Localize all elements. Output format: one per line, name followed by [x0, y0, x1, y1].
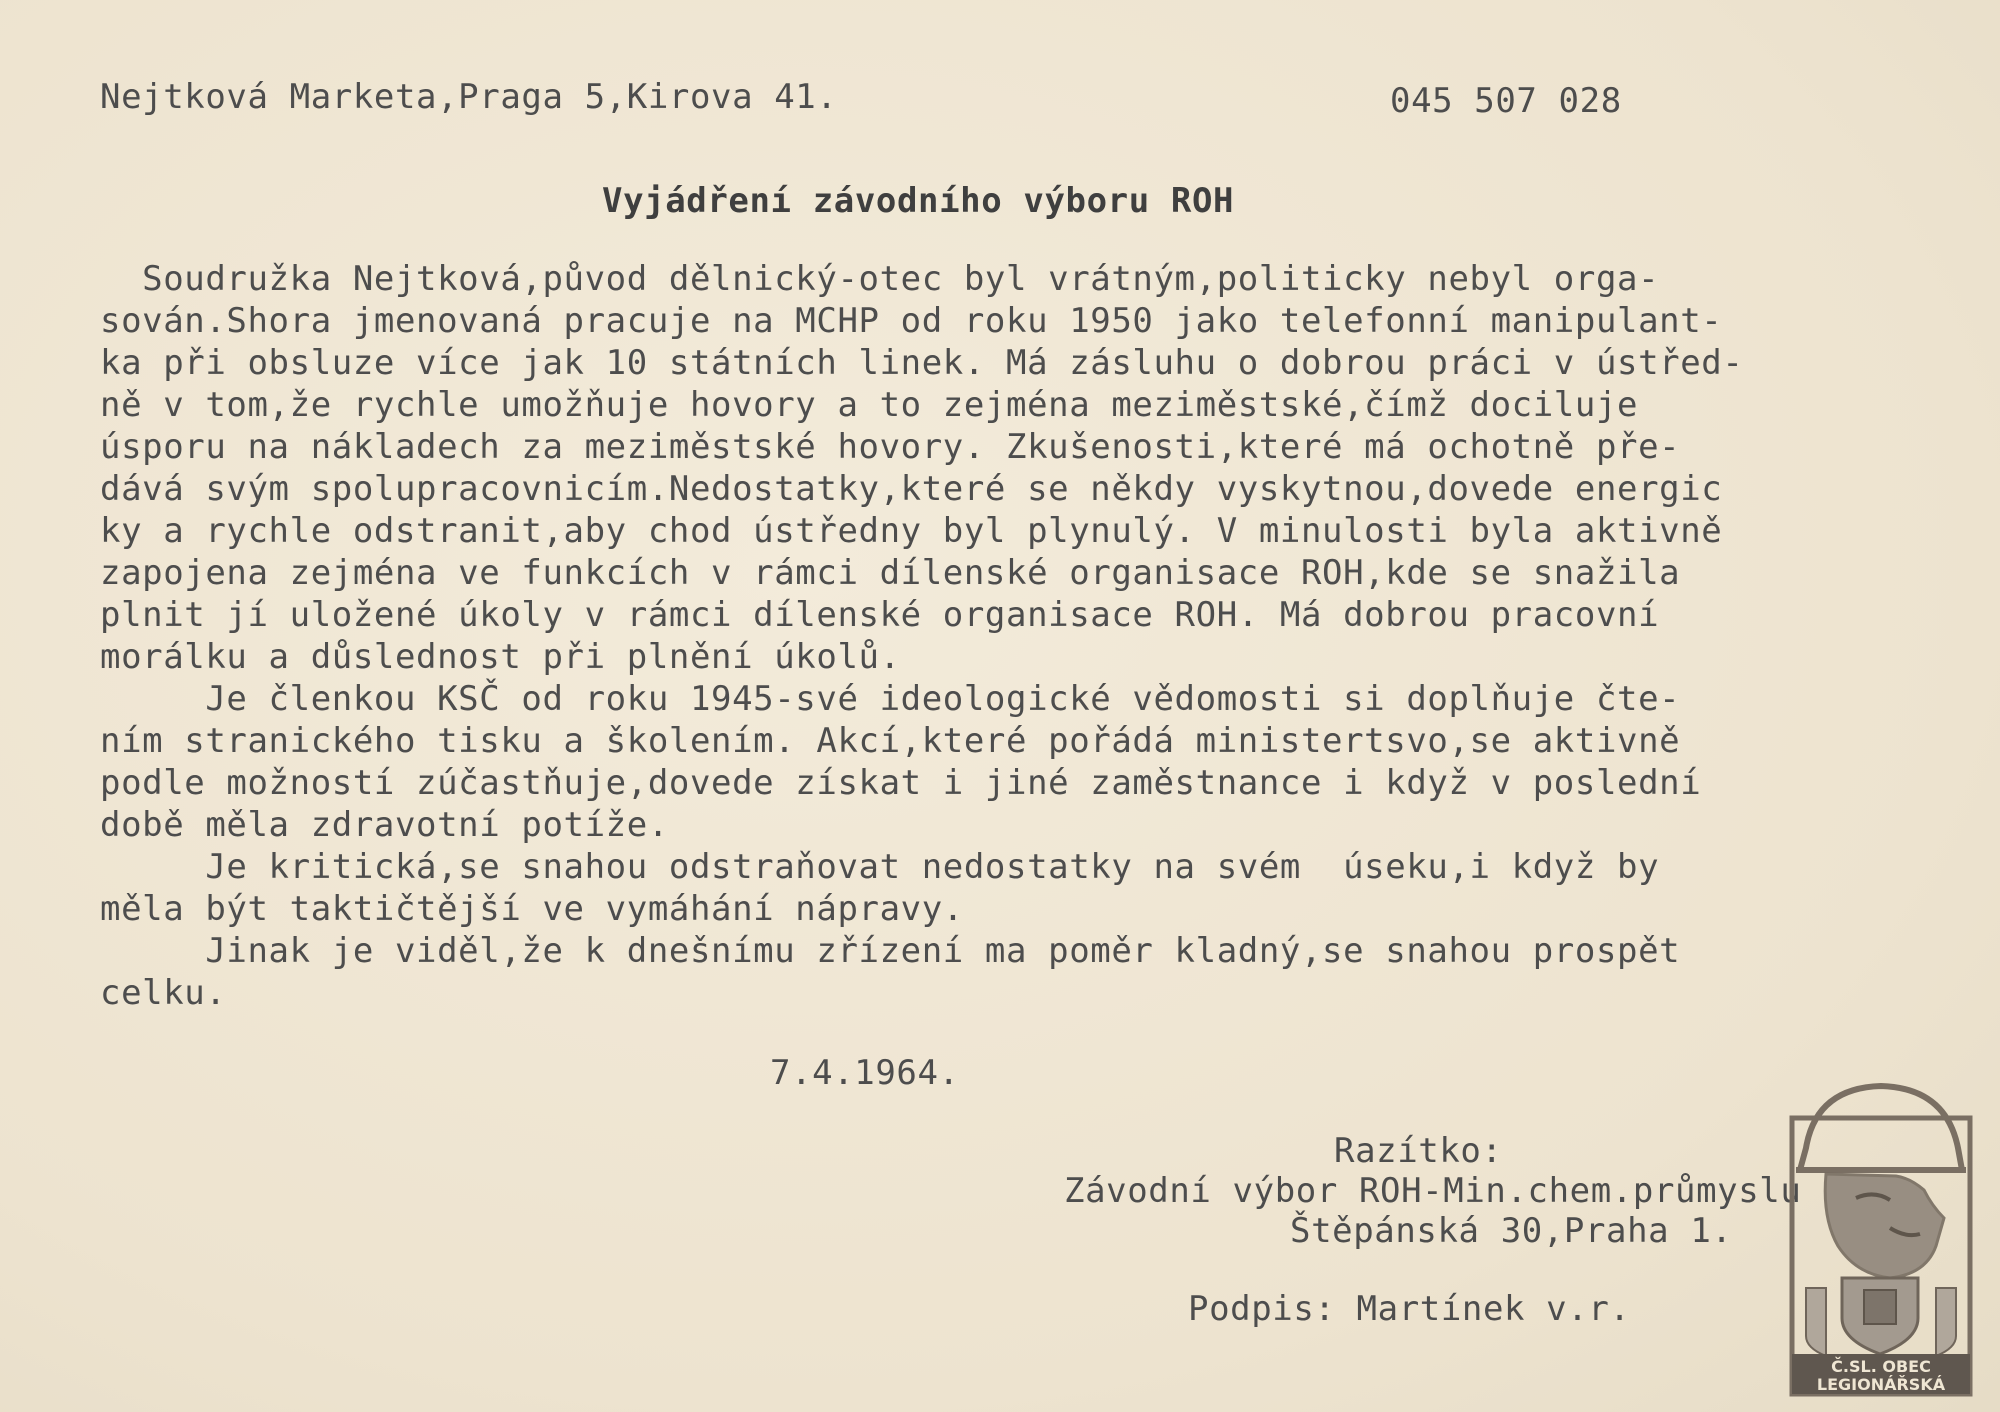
- body-line: morálku a důslednost při plnění úkolů.: [100, 637, 901, 677]
- body-line: ky a rychle odstranit,aby chod ústředny byl plynulý. V minulosti byla aktivně: [100, 511, 1723, 551]
- legion-logo: [1786, 1078, 1976, 1398]
- body-line: ka při obsluze více jak 10 státních linek. Má zásluhu o dobrou práci v ústřed-: [100, 343, 1744, 383]
- body-line: ním stranického tisku a školením. Akcí,které pořádá ministertsvo,se aktivně: [100, 721, 1681, 761]
- document-title: Vyjádření závodního výboru ROH: [602, 181, 1235, 221]
- body-line: Je členkou KSČ od roku 1945-své ideologické vědomosti si doplňuje čte-: [100, 679, 1681, 719]
- stamp-line-organization: Závodní výbor ROH-Min.chem.průmyslu: [1064, 1171, 1802, 1211]
- body-line: Je kritická,se snahou odstraňovat nedostatky na svém úseku,i když by: [100, 847, 1660, 887]
- stamp-line-address: Štěpánská 30,Praha 1.: [1290, 1211, 1733, 1251]
- document-number: 045 507 028: [1390, 81, 1622, 121]
- letter-body: [100, 258, 2000, 1018]
- body-line: podle možností zúčastňuje,dovede získat i jiné zaměstnance i když v poslední: [100, 763, 1702, 803]
- body-line: Soudružka Nejtková,původ dělnický-otec byl vrátným,politicky nebyl orga-: [100, 259, 1660, 299]
- body-line: době měla zdravotní potíže.: [100, 805, 669, 845]
- body-line: zapojena zejména ve funkcích v rámci dílenské organisace ROH,kde se snažila: [100, 553, 1681, 593]
- body-line: plnit jí uložené úkoly v rámci dílenské organisace ROH. Má dobrou pracovní: [100, 595, 1660, 635]
- body-line: dává svým spolupracovnicím.Nedostatky,které se někdy vyskytnou,dovede energic: [100, 469, 1723, 509]
- legionnaire-helmet-emblem-icon: [1786, 1078, 1976, 1398]
- signature-line: Podpis: Martínek v.r.: [1188, 1289, 1631, 1329]
- document-date: 7.4.1964.: [770, 1053, 960, 1093]
- stamp-label: Razítko:: [1334, 1131, 1503, 1171]
- body-line: ně v tom,že rychle umožňuje hovory a to zejména meziměstské,čímž dociluje: [100, 385, 1639, 425]
- logo-text-line2: LEGIONÁŘSKÁ: [1816, 1375, 1946, 1394]
- logo-text-line1: Č.SL. OBEC: [1831, 1357, 1931, 1376]
- body-line: měla být taktičtější ve vymáhání nápravy.: [100, 889, 964, 929]
- body-line: úsporu na nákladech za meziměstské hovory. Zkušenosti,které má ochotně pře-: [100, 427, 1681, 467]
- body-line: celku.: [100, 973, 227, 1013]
- sender-address: Nejtková Marketa,Praga 5,Kirova 41.: [100, 77, 838, 117]
- body-line: Jinak je viděl,že k dnešnímu zřízení ma poměr kladný,se snahou prospět: [100, 931, 1681, 971]
- body-line: sován.Shora jmenovaná pracuje na MCHP od roku 1950 jako telefonní manipulant-: [100, 301, 1723, 341]
